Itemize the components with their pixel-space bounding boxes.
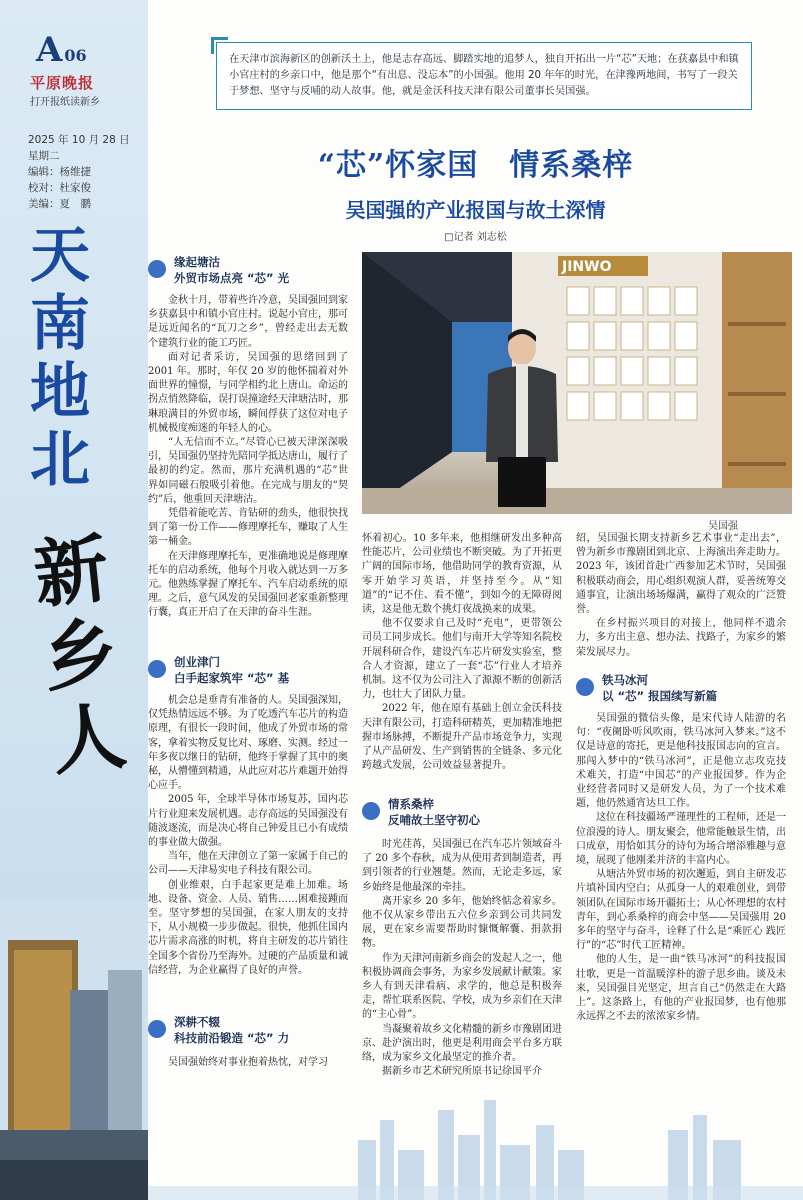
paragraph: 金秋十月，带着些许冷意，吴国强回到家乡获嘉县中和镇小官庄村。说起小官庄，那可是远近闻名的“瓦刀之乡”，曾经走出去无数个建筑行业的能工巧匠。: [148, 295, 348, 349]
section-title-calligraphy: 新乡人: [29, 525, 131, 787]
section-title-sub: 反哺故土坚守初心: [388, 813, 480, 827]
newspaper-logo: 平原晚报: [30, 74, 95, 92]
section-title-main: 创业津门: [174, 655, 220, 669]
paragraph: 从塘沽外贸市场的初次邂逅，到自主研发芯片填补国内空白；从孤身一人的艰难创业，到带领团队在国际市场开疆拓土；从心怀理想的农村青年，到心系桑梓的商会中坚——吴国强用 20 多年的坚守与奋斗，诠释了什么是“乘匠心 践匠行”的“芯”时代工匠精神。: [576, 869, 786, 952]
column-2-part-1: [362, 532, 562, 773]
section-dot-icon: [576, 678, 594, 696]
bottom-skyline-illustration: [148, 1080, 803, 1200]
section-heading-2: [148, 654, 348, 690]
column-1-part-3: [148, 1056, 348, 1070]
section-title-sub: 白手起家筑牢 “芯” 基: [174, 671, 290, 685]
portrait-photo: [362, 252, 792, 514]
company-sign: JINWO: [562, 259, 612, 275]
column-1-part-2: [148, 694, 348, 978]
section-heading-5: [576, 672, 786, 708]
paragraph: “人无信而不立。”尽管心已被天津深深吸引，吴国强仍坚持先陪同学抵达唐山，履行了最初的约定。然而，那片充满机遇的“芯”世界如同磁石般吸引着他。在完成与朋友的“契约”后，他重回天津塘沽。: [148, 437, 348, 505]
paragraph: 当凝聚着故乡文化精髓的新乡市豫剧团进京、赴沪演出时，他更是利用商会平台多方联络，成为家乡文化最坚定的推介者。: [362, 1023, 562, 1064]
section-title-main: 铁马冰河: [602, 673, 648, 687]
paragraph: 据新乡市艺术研究所原书记徐国平介: [382, 1066, 542, 1078]
section-dot-icon: [362, 802, 380, 820]
paragraph: 当年，他在天津创立了第一家属于自己的公司——天津易实电子科技有限公司。: [148, 851, 348, 877]
art-editor: 美编：夏 鹏: [28, 198, 91, 210]
column-3-part-2: [576, 712, 786, 1024]
article: [148, 0, 803, 1200]
column-1-part-1: [148, 294, 348, 621]
photo-caption: 吴国强: [708, 521, 738, 532]
paragraph: 绍，吴国强长期支持新乡艺术事业“走出去”，曾为新乡市豫剧团到北京、上海演出奔走助力。2023 年，该团首赴广西参加艺术节时，吴国强积极联动商会，用心组织观演人群，妥善统筹交通事宜，让演出场场爆满，赢得了观众的广泛赞誉。: [576, 533, 786, 616]
issue-date: 2025 年 10 月 28 日: [28, 134, 130, 146]
section-heading-3: [148, 1014, 348, 1050]
paragraph: 他不仅要求自己及时“充电”，更带领公司员工同步成长。他们与南开大学等知名院校开展科研合作，建设汽车芯片研发实验室，整合人才资源，建立了一套“芯”行业人才培养机制。这不仅为公司注入了源源不断的创新活力，也壮大了团队力量。: [362, 618, 562, 701]
section-dot-icon: [148, 1020, 166, 1038]
paragraph: 吴国强始终对事业抱着热忱，对学习: [168, 1057, 328, 1068]
paragraph: 创业维艰，白手起家更是难上加难。场地、设备、资金、人员、销售……困难接踵而至。坚守梦想的吴国强，在家人朋友的支持下，从小规模一步步做起。很快，他抓住国内芯片需求高涨的时机，将自主研发的芯片销往全国多个省份乃至海外。过硬的产品质量和诚信经营，为企业赢得了良好的声誉。: [148, 879, 348, 976]
issue-weekday: 星期二: [28, 150, 60, 162]
sidebar: [0, 0, 148, 1200]
editor: 编辑：杨维捷: [28, 166, 91, 178]
proofreader: 校对：杜家俊: [28, 182, 91, 194]
lead-paragraph: 在天津市滨海新区的创新沃土上，他是志存高远、脚踏实地的追梦人，独自开拓出一片“芯”天地；在获嘉县中和镇小官庄村的乡亲口中，他是那个“有出息、没忘本”的小国强。他用 20 年年的时光，在津豫两地间，书写了一段关于梦想、坚守与反哺的动人故事。他，就是金沃科技天津有限公司董事长吴国强。: [216, 42, 752, 110]
paragraph: 2022 年，他在原有基础上创立金沃科技天津有限公司，打造科研精英，更加精准地把握市场脉搏，不断提升产品市场竞争力，实现了从产品研发、生产到销售的全链条、多元化跨越式发展，公司效益显著提升。: [362, 703, 562, 772]
paragraph: 2005 年，全球半导体市场复苏，国内芯片行业迎来发展机遇。志存高远的吴国强没有随波逐流，而是决心将自己钟爱且已小有成绩的事业做大做强。: [148, 794, 348, 849]
section-dot-icon: [148, 260, 166, 278]
byline: □记者 刘志松: [444, 232, 507, 243]
paragraph: 作为天津河南新乡商会的发起人之一，他积极协调商会事务，为家乡发展献计献策。家乡人有到天津看病、求学的，他总是积极奔走，帮忙联系医院、学校，成为乡亲们在天津的“主心骨”。: [362, 952, 562, 1021]
slogan: 打开报纸读新乡: [30, 97, 100, 108]
column-2-part-2: [362, 838, 562, 1079]
headline: “芯”怀家国 情系桑梓: [317, 148, 634, 183]
section-title-main: 缘起塘沽: [174, 255, 220, 269]
section-title-main: 情系桑梓: [388, 797, 434, 811]
paragraph: 面对记者采访，吴国强的思绪回到了 2001 年。那时，年仅 20 岁的他怀揣着对外面世界的憧憬，与同学相约北上唐山。命运的拐点悄然降临，误打误撞途经天津塘沽时，那琳琅满目的外贸市场，瞬间俘获了这位对电子机械极度痴迷的年轻人的心。: [148, 351, 348, 434]
section-heading-1: [148, 254, 348, 290]
section-title-sub: 外贸市场点亮 “芯” 光: [174, 271, 290, 285]
section-dot-icon: [148, 660, 166, 678]
issue-meta: [28, 132, 130, 212]
column-3-part-1: [576, 532, 786, 660]
city-skyline-illustration: [0, 900, 148, 1200]
paragraph: 他的人生，是一曲“铁马冰河”的科技报国壮歌，更是一首温暖淳朴的游子思乡曲。谈及未来，吴国强目光坚定，坦言自己“仍然走在大路上”。这条路上，有他的产业报国梦，也有他那永远挥之不去的浓浓家乡情。: [576, 954, 786, 1023]
subheadline: 吴国强的产业报国与故土深情: [345, 198, 606, 222]
paragraph: 吴国强的微信头像，是宋代诗人陆游的名句：“夜阑卧听风吹雨，铁马冰河入梦来。”这不仅是诗意的寄托，更是他科技报国志向的宣言。那闯入梦中的“铁马冰河”，正是他立志攻克技术难关，打造“中国芯”的产业报国梦。作为企业经营者同时又是研发人员，为了一个技术难题，他仍然通宵达旦工作。: [576, 713, 786, 810]
paragraph: 这位在科技疆场严谨理性的工程师，还是一位浪漫的诗人。朋友聚会，他常能触景生情，出口成章，用恰如其分的诗句为场合增添雅趣与意境，展现了他刚柔并济的丰富内心。: [576, 812, 786, 867]
paragraph: 离开家乡 20 多年，他始终惦念着家乡。他不仅从家乡带出五六位乡亲到公司共同发展，更在家乡需要帮助时慷慨解囊、捐款捐物。: [362, 895, 562, 950]
section-heading-4: [362, 796, 562, 832]
section-title: 天南地北: [30, 221, 90, 495]
section-title-main: 深耕不辍: [174, 1015, 220, 1029]
section-title-sub: 以 “芯” 报国续写新篇: [602, 689, 718, 703]
page-number: A 06: [36, 30, 87, 70]
paragraph: 机会总是垂青有准备的人。吴国强深知，仅凭热情远远不够。为了吃透汽车芯片的构造原理，有很长一段时间，他成了外贸市场的常客，拿着实物反复比对、琢磨、实测。经过一年多夜以继日的钻研，他终于掌握了其中的奥秘，从懵懂到精通，从此应对芯片难题开始得心应手。: [148, 695, 348, 792]
paragraph: 时光荏苒，吴国强已在汽车芯片领域奋斗了 20 多个春秋，成为从使用者到制造者，再到引领者的行业翘楚。然而，无论走多远，家乡始终是他最深的牵挂。: [362, 839, 562, 893]
section-title-sub: 科技前沿锻造 “芯” 力: [174, 1031, 290, 1045]
paragraph: 凭借着能吃苦、肯钻研的劲头，他很快找到了第一份工作——修理摩托车，赚取了人生第一桶金。: [148, 508, 348, 548]
paragraph: 在乡村振兴项目的对接上，他同样不遗余力，多方出主意、想办法、找路子，为家乡的繁荣发展尽力。: [576, 618, 786, 658]
paragraph: 怀着初心。10 多年来，他相继研发出多种高性能芯片，公司业绩也不断突破。为了开拓更广阔的国际市场，他借助同学的教育资源，从零开始学习英语，并坚持至今。从“知道”的“记不住、看不懂”，到如今的无障碍阅读，这是他无数个挑灯夜战换来的成果。: [362, 533, 562, 616]
office-corridor-image: [362, 252, 792, 514]
paragraph: 在天津修理摩托车，更准确地说是修理摩托车的启动系统，他每个月收入就达到一万多元。他熟练掌握了摩托车、汽车启动系统的原理。之后，意气风发的吴国强回老家重新整理行囊，真正开启了在天津的奋斗生涯。: [148, 550, 348, 619]
